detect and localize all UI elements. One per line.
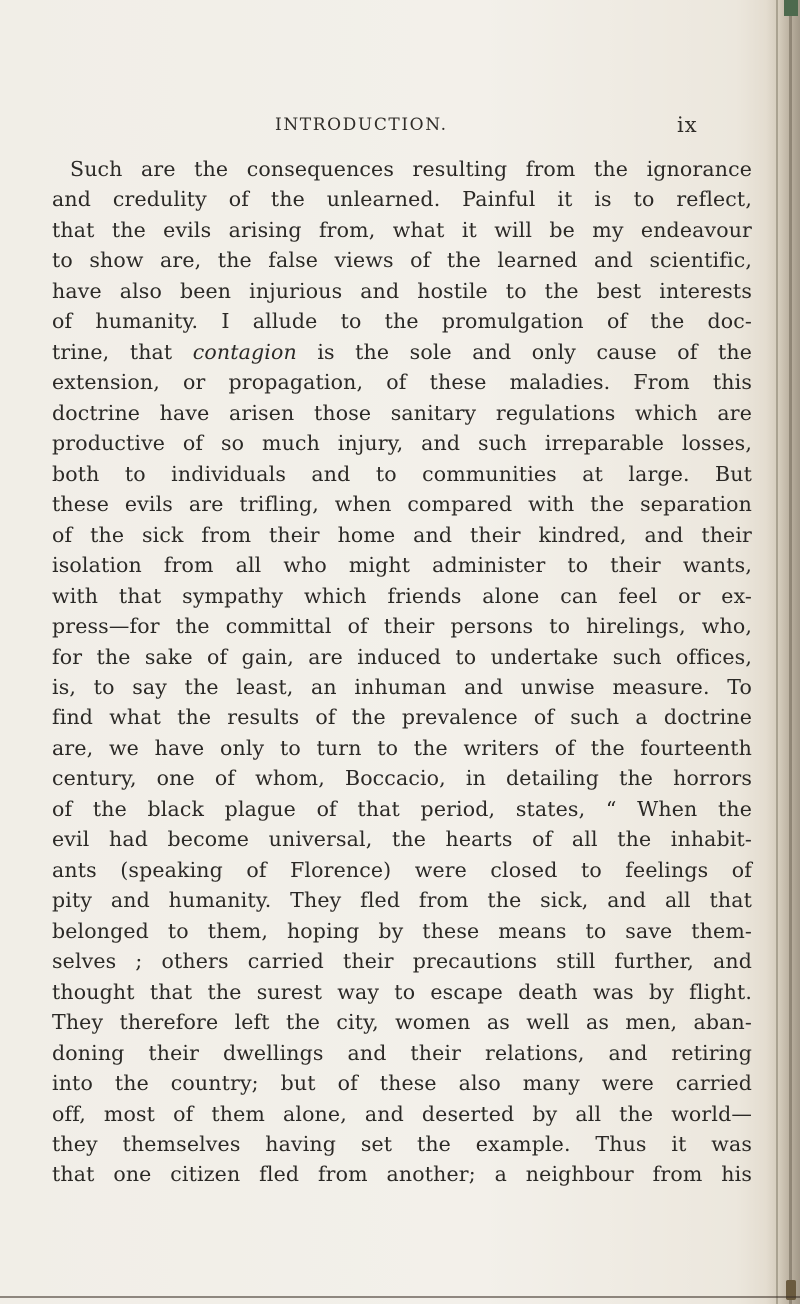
- page-header: [0, 115, 800, 145]
- body-text: [52, 154, 752, 1190]
- text-line: for the sake of gain, are induced to undertake such offices,: [52, 644, 752, 669]
- text-line: century, one of whom, Boccacio, in detailing the horrors: [52, 766, 752, 791]
- text-line: press—for the committal of their persons to hirelings, who,: [52, 614, 752, 639]
- text-line: into the country; but of these also many were carried: [52, 1071, 752, 1096]
- text-line: is, to say the least, an inhuman and unwise measure. To: [52, 674, 752, 699]
- text-line: of the sick from their home and their kindred, and their: [52, 522, 752, 547]
- bottom-edge-rule: [0, 1296, 800, 1298]
- text-line: thought that the surest way to escape death was by flight.: [52, 979, 752, 1004]
- text-line: selves ; others carried their precautions still further, and: [52, 949, 752, 974]
- text-line: off, most of them alone, and deserted by all the world—: [52, 1101, 752, 1126]
- text-line: extension, or propagation, of these maladies. From this: [52, 370, 752, 395]
- text-line: to show are, the false views of the learned and scientific,: [52, 248, 752, 273]
- text-line: Such are the consequences resulting from the ignorance: [70, 157, 752, 181]
- text-line: doctrine have arisen those sanitary regulations which are: [52, 400, 752, 425]
- text-line: with that sympathy which friends alone can feel or ex-: [52, 583, 752, 608]
- text-line-with-italic: [52, 337, 752, 367]
- text-line: pity and humanity. They fled from the sick, and all that: [52, 888, 752, 913]
- text-line: have also been injurious and hostile to the best interests: [52, 278, 752, 303]
- text-line: doning their dwellings and their relations, and retiring: [52, 1040, 752, 1065]
- page-edge-shadow: [766, 0, 800, 1304]
- page-edge-line-outer: [789, 0, 792, 1304]
- text-line: belonged to them, hoping by these means to save them-: [52, 918, 752, 943]
- text-line: of the black plague of that period, states, “ When the: [52, 796, 752, 821]
- text-line: and credulity of the unlearned. Painful it is to reflect,: [52, 187, 752, 212]
- text-line: that the evils arising from, what it will be my endeavour: [52, 217, 752, 242]
- text-line: are, we have only to turn to the writers of the fourteenth: [52, 735, 752, 760]
- text-line: find what the results of the prevalence of such a doctrine: [52, 705, 752, 730]
- page-number: ix: [677, 113, 698, 137]
- text-line: both to individuals and to communities at large. But: [52, 461, 752, 486]
- text-line: evil had become universal, the hearts of all the inhabit-: [52, 827, 752, 852]
- italic-term: contagion: [192, 339, 297, 364]
- text-line: these evils are trifling, when compared with the separation: [52, 492, 752, 517]
- corner-tab-mark: [784, 0, 798, 16]
- text-line: productive of so much injury, and such irreparable losses,: [52, 431, 752, 456]
- text-fragment: trine, that: [52, 339, 193, 364]
- text-fragment: is the sole and only cause of the: [296, 339, 752, 364]
- text-line: they themselves having set the example. Thus it was: [52, 1132, 752, 1156]
- text-line: of humanity. I allude to the promulgation of the doc-: [52, 309, 752, 334]
- text-line: They therefore left the city, women as well as men, aban-: [52, 1010, 752, 1035]
- running-title: INTRODUCTION.: [275, 115, 448, 135]
- text-line: ants (speaking of Florence) were closed to feelings of: [52, 857, 752, 882]
- page-edge-line: [776, 0, 778, 1304]
- text-line: that one citizen fled from another; a neighbour from his: [52, 1162, 752, 1187]
- text-line: isolation from all who might administer to their wants,: [52, 553, 752, 578]
